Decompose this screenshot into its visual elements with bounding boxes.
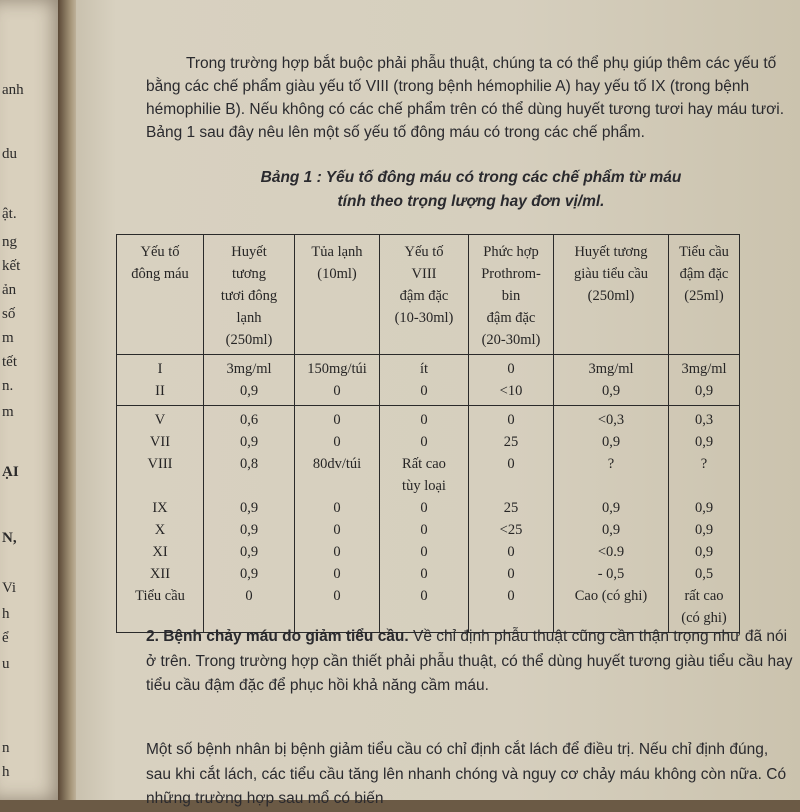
table-cell: 0 0 Rất cao tùy loại 0 0 0 0 0 bbox=[380, 406, 469, 633]
table-cell: 0,3 0,9 ? 0,9 0,9 0,9 0,5 rất cao (có ghi) bbox=[669, 406, 740, 633]
header-cell: Tủa lạnh (10ml) bbox=[295, 235, 380, 355]
section-2-heading: 2. Bệnh chảy máu do giảm tiểu cầu. bbox=[146, 628, 409, 645]
section-2 bbox=[146, 625, 796, 699]
section-2-text: Về chỉ định phẫu thuật cũng cần thận trọng như đã nói ở trên. Trong trường hợp cần thiết phải phẫu thuật, có thể dùng huyết tương giàu tiểu cầu hay tiểu cầu đậm đặc để phục hồi khả năng cầm máu. bbox=[146, 628, 793, 694]
left-fragment: ể bbox=[2, 630, 9, 646]
left-fragment: n. bbox=[2, 378, 14, 394]
facing-page bbox=[0, 0, 66, 800]
table-cell: 0 0 80dv/túi 0 0 0 0 0 bbox=[295, 406, 380, 633]
left-fragment: u bbox=[2, 656, 10, 672]
header-cell: Huyết tương tươi đông lạnh (250ml) bbox=[204, 235, 295, 355]
table-cell: ít 0 bbox=[380, 355, 469, 406]
book-page bbox=[76, 0, 800, 807]
left-fragment: anh bbox=[2, 82, 24, 98]
table-cell: <0,3 0,9 ? 0,9 0,9 <0.9 - 0,5 Cao (có ghi) bbox=[554, 406, 669, 633]
table-row bbox=[117, 406, 740, 633]
table-cell: 3mg/ml 0,9 bbox=[554, 355, 669, 406]
table-cell: I II bbox=[117, 355, 204, 406]
left-fragment: kết bbox=[2, 258, 21, 274]
left-fragment: m bbox=[2, 330, 14, 346]
caption-line2: tính theo trọng lượng hay đơn vị/ml. bbox=[337, 193, 605, 210]
header-cell: Yếu tố VIII đậm đặc (10-30ml) bbox=[380, 235, 469, 355]
table-cell: 3mg/ml 0,9 bbox=[204, 355, 295, 406]
caption-line1: Yếu tố đông máu có trong các chế phẩm từ máu bbox=[321, 169, 682, 186]
left-fragment: h bbox=[2, 606, 10, 622]
table-cell: 0 <10 bbox=[469, 355, 554, 406]
left-fragment: du bbox=[2, 146, 17, 162]
table-cell: V VII VIII IX X XI XII Tiểu cầu bbox=[117, 406, 204, 633]
left-fragment: h bbox=[2, 764, 10, 780]
header-cell: Phức hợp Prothrom- bin đậm đặc (20-30ml) bbox=[469, 235, 554, 355]
left-fragment: số bbox=[2, 306, 16, 322]
left-fragment: ng bbox=[2, 234, 17, 250]
paragraph-3: Một số bệnh nhân bị bệnh giảm tiểu cầu có chỉ định cắt lách để điều trị. Nếu chỉ định đúng, sau khi cắt lách, các tiểu cầu tăng lên nhanh chóng và nguy cơ chảy máu không còn nữa. Có những trường hợp sau mổ có biến bbox=[146, 741, 787, 807]
header-cell: Tiểu cầu đậm đặc (25ml) bbox=[669, 235, 740, 355]
left-fragment: tết bbox=[2, 354, 17, 370]
left-fragment: Vi bbox=[2, 580, 17, 596]
table-header-row bbox=[117, 235, 740, 355]
left-fragment: ản bbox=[2, 282, 17, 298]
header-cell: Huyết tương giàu tiểu cầu (250ml) bbox=[554, 235, 669, 355]
header-cell: Yếu tố đông máu bbox=[117, 235, 204, 355]
intro-paragraph: Trong trường hợp bắt buộc phải phẫu thuật, chúng ta có thể phụ giúp thêm các yếu tố bằng các chế phẩm giàu yếu tố VIII (trong bệnh hémophilie A) hay yếu tố IX (trong bệnh hémophilie B). Nếu không có các chế phẩm trên có thể dùng huyết tương tươi hay máu tươi. Bảng 1 sau đây nêu lên một số yếu tố đông máu có trong các chế phẩm. bbox=[146, 55, 785, 141]
table-cell: 150mg/túi 0 bbox=[295, 355, 380, 406]
table-cell: 0,6 0,9 0,8 0,9 0,9 0,9 0,9 0 bbox=[204, 406, 295, 633]
table-cell: 3mg/ml 0,9 bbox=[669, 355, 740, 406]
left-fragment: ẠI bbox=[2, 464, 19, 480]
table-caption bbox=[171, 166, 771, 214]
coagulation-table bbox=[116, 234, 740, 633]
left-fragment: n bbox=[2, 740, 10, 756]
left-fragment: ật. bbox=[2, 206, 17, 222]
caption-label: Bảng 1 : bbox=[260, 169, 322, 186]
table-row bbox=[117, 355, 740, 406]
table-cell: 0 25 0 25 <25 0 0 0 bbox=[469, 406, 554, 633]
left-fragment: N, bbox=[2, 530, 17, 546]
left-fragment: m bbox=[2, 404, 14, 420]
